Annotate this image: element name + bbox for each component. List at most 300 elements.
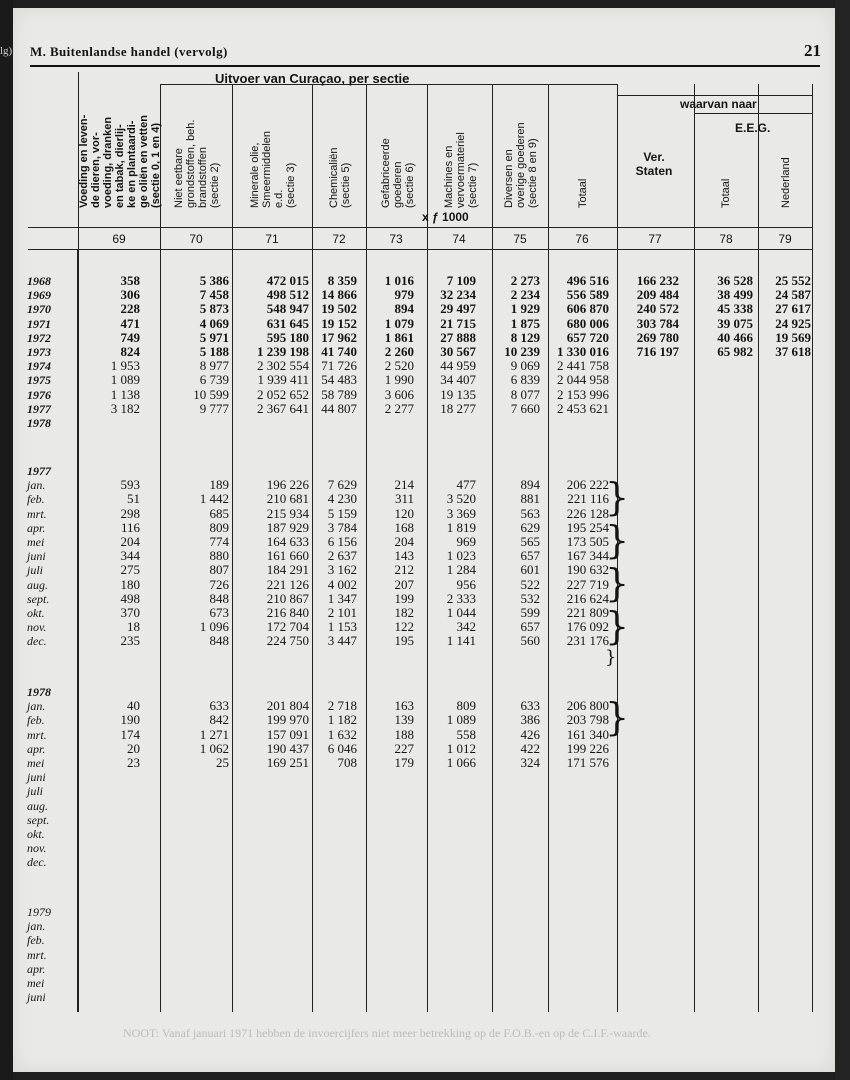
quarter-brace: } — [605, 695, 630, 739]
table-cell: 196 226 — [266, 477, 309, 493]
section-title: M. Buitenlandse handel (vervolg) — [30, 44, 228, 59]
column-number: 74 — [452, 232, 466, 246]
column-rule — [694, 84, 695, 1012]
table-cell: 5 159 — [327, 505, 357, 521]
table-cell: 2 718 — [327, 698, 357, 714]
table-cell: 1 062 — [199, 740, 229, 756]
column-header-5: Gefabriceerde goederen (sectie 6) — [379, 138, 416, 208]
table-cell: 143 — [394, 548, 414, 564]
table-cell: 472 015 — [266, 273, 309, 288]
table-cell: 1 271 — [199, 726, 229, 742]
table-cell: 184 291 — [266, 562, 309, 578]
table-cell: 1 012 — [446, 740, 476, 756]
column-header-9: Totaal — [720, 178, 732, 208]
table-cell: 1 066 — [446, 755, 476, 770]
table-cell: 240 572 — [636, 301, 679, 317]
table-cell: 657 — [520, 548, 540, 564]
table-cell: 565 — [520, 534, 540, 549]
row-label: 1971 — [27, 316, 51, 331]
table-cell: 21 715 — [440, 315, 476, 331]
table-cell: 894 — [520, 477, 540, 493]
table-cell: 221 116 — [567, 491, 609, 507]
quarter-brace: } — [605, 647, 617, 668]
table-cell: 9 777 — [199, 400, 229, 416]
quarter-brace: } — [605, 475, 630, 519]
table-cell: 40 — [127, 698, 140, 714]
table-cell: 9 069 — [510, 358, 540, 374]
table-cell: 195 — [394, 633, 414, 649]
table-cell: 36 528 — [717, 273, 753, 288]
quarter-brace: } — [605, 604, 630, 648]
row-label: jan. — [27, 699, 46, 714]
table-cell: 522 — [520, 576, 540, 592]
table-cell: 1 330 016 — [557, 344, 609, 359]
table-cell: 498 512 — [266, 287, 309, 303]
table-cell: 174 — [120, 726, 140, 742]
table-cell: 558 — [456, 726, 476, 742]
table-cell: 10 239 — [504, 344, 540, 359]
table-cell: 1 239 198 — [257, 344, 309, 359]
table-cell: 2 260 — [384, 344, 414, 359]
table-cell: 807 — [209, 562, 229, 578]
table-cell: 1 182 — [327, 712, 357, 728]
table-cell: 3 162 — [327, 562, 357, 578]
table-cell: 956 — [456, 576, 476, 592]
table-cell: 685 — [209, 505, 229, 521]
table-cell: 601 — [520, 562, 540, 578]
row-label: feb. — [27, 713, 45, 728]
table-cell: 224 750 — [266, 633, 309, 649]
row-label: 1978 — [27, 416, 51, 430]
column-number: 70 — [189, 232, 203, 246]
table-cell: 188 — [394, 726, 414, 742]
table-cell: 471 — [120, 315, 140, 331]
table-cell: 716 197 — [636, 344, 679, 359]
table-cell: 324 — [520, 755, 540, 770]
table-cell: 210 867 — [266, 590, 309, 606]
table-group-title: Uitvoer van Curaçao, per sectie — [215, 71, 410, 86]
row-label: sept. — [27, 591, 50, 606]
table-cell: 51 — [127, 491, 140, 507]
table-cell: 6 156 — [327, 534, 357, 549]
table-cell: 32 234 — [440, 287, 476, 303]
row-label: 1968 — [27, 274, 51, 288]
table-cell: 163 — [394, 698, 414, 714]
table-cell: 2 234 — [510, 287, 540, 303]
table-cell: 275 — [120, 562, 140, 578]
table-cell: 556 589 — [566, 287, 609, 303]
row-label: mei — [27, 756, 45, 770]
table-cell: 30 567 — [440, 344, 476, 359]
table-cell: 164 633 — [266, 534, 309, 549]
column-header-7: Diversen en overige goederen (sectie 8 en 9) — [503, 122, 539, 208]
table-cell: 532 — [520, 590, 540, 606]
column-number: 75 — [513, 232, 527, 246]
table-cell: 269 780 — [636, 329, 679, 345]
row-label: 1974 — [27, 359, 51, 374]
table-cell: 44 959 — [440, 358, 476, 374]
row-label: aug. — [27, 577, 48, 592]
table-cell: 38 499 — [717, 287, 753, 303]
table-cell: 894 — [394, 301, 414, 317]
row-label: mei — [27, 535, 45, 549]
table-cell: 228 — [120, 301, 140, 317]
table-cell: 1 023 — [446, 548, 476, 564]
table-cell: 190 437 — [266, 740, 309, 756]
column-header-2: Niet eetbare grondstoffen, beh. brandstoffen (sectie 2) — [173, 119, 221, 208]
column-number: 69 — [112, 232, 126, 246]
row-label: nov. — [27, 841, 47, 856]
footnote-bleedthrough: NOOT: Vanaf januari 1971 hebben de invoercijfers niet meer betrekking op de F.O.B.-en op de C.I.F.-waarde. — [123, 1026, 651, 1040]
table-cell: 172 704 — [266, 619, 309, 635]
table-cell: 2 520 — [384, 358, 414, 374]
column-header-1: Voeding en leven- de dieren, vor- voeding, dranken en tabak, dierlij- ke en plantaardi- ge oliën en vetten (sectie 0, 1 en 4) — [78, 114, 162, 208]
table-cell: 45 338 — [717, 301, 753, 317]
table-cell: 848 — [209, 590, 229, 606]
row-label: 1972 — [27, 330, 51, 345]
header-rule — [30, 65, 820, 67]
table-cell: 1 875 — [510, 315, 540, 331]
table-cell: 157 091 — [266, 726, 309, 742]
row-label: apr. — [27, 741, 46, 756]
table-cell: 29 497 — [440, 301, 476, 317]
table-cell: 2 101 — [327, 605, 357, 620]
table-cell: 1 096 — [199, 619, 229, 635]
column-header-6: Machines en vervoermateriel (sectie 7) — [442, 132, 479, 208]
table-cell: 182 — [394, 605, 414, 620]
row-label: mrt. — [27, 506, 47, 521]
table-cell: 5 386 — [199, 273, 229, 288]
table-cell: 161 340 — [566, 726, 609, 742]
row-label: feb. — [27, 492, 45, 507]
table-cell: 1 284 — [446, 562, 476, 578]
table-cell: 370 — [120, 605, 140, 620]
document-page — [13, 8, 835, 1072]
row-label: 1977 — [27, 464, 51, 478]
table-cell: 204 — [394, 534, 414, 549]
table-cell: 195 254 — [566, 519, 609, 535]
table-cell: 168 — [394, 519, 414, 535]
table-cell: 71 726 — [321, 358, 357, 374]
table-cell: 657 — [520, 619, 540, 635]
table-cell: 6 046 — [327, 740, 357, 756]
table-cell: 3 606 — [384, 386, 414, 402]
table-cell: 1 990 — [384, 372, 414, 388]
table-cell: 426 — [520, 726, 540, 742]
table-cell: 37 618 — [775, 344, 811, 359]
table-cell: 173 505 — [566, 534, 609, 549]
table-cell: 116 — [120, 519, 140, 535]
table-cell: 5 971 — [199, 329, 229, 345]
table-cell: 17 962 — [321, 329, 357, 345]
table-cell: 673 — [209, 605, 229, 620]
row-label: okt. — [27, 606, 45, 620]
table-cell: 2 052 652 — [257, 386, 309, 402]
table-cell: 809 — [456, 698, 476, 714]
table-cell: 235 — [120, 633, 140, 649]
table-cell: 969 — [456, 534, 476, 549]
table-cell: 212 — [394, 562, 414, 578]
table-cell: 1 079 — [384, 315, 414, 331]
table-cell: 25 552 — [775, 273, 811, 288]
table-cell: 227 719 — [566, 576, 609, 592]
row-label: dec. — [27, 634, 47, 649]
table-cell: 629 — [520, 519, 540, 535]
table-cell: 231 176 — [566, 633, 609, 649]
table-cell: 298 — [120, 505, 140, 521]
row-label: 1978 — [27, 685, 51, 699]
column-rule — [812, 84, 813, 1012]
row-label: juni — [27, 770, 46, 785]
table-cell: 842 — [209, 712, 229, 728]
waarvan-rule — [617, 95, 812, 96]
table-cell: 65 982 — [717, 344, 753, 359]
column-number: 71 — [265, 232, 279, 246]
table-cell: 1 861 — [384, 329, 414, 345]
table-cell: 24 925 — [775, 315, 811, 331]
row-label: jan. — [27, 919, 46, 934]
table-cell: 595 180 — [266, 329, 309, 345]
row-label: mrt. — [27, 727, 47, 742]
row-label: 1975 — [27, 373, 51, 388]
row-label: nov. — [27, 620, 47, 635]
table-cell: 8 077 — [510, 386, 540, 402]
table-cell: 1 442 — [199, 491, 229, 507]
table-cell: 176 092 — [566, 619, 609, 635]
column-header-4: Chemicaliën (sectie 5) — [328, 147, 352, 208]
table-cell: 216 624 — [566, 590, 609, 606]
row-label: okt. — [27, 827, 45, 841]
table-cell: 167 344 — [566, 548, 609, 564]
table-cell: 599 — [520, 605, 540, 620]
table-cell: 216 840 — [266, 605, 309, 620]
table-cell: 204 — [120, 534, 140, 549]
table-cell: 2 453 621 — [557, 400, 609, 416]
table-cell: 2 044 958 — [557, 372, 609, 388]
table-cell: 979 — [394, 287, 414, 303]
table-cell: 7 660 — [510, 400, 540, 416]
table-cell: 214 — [394, 477, 414, 493]
table-cell: 3 447 — [327, 633, 357, 649]
table-cell: 1 016 — [384, 273, 414, 288]
table-cell: 1 819 — [446, 519, 476, 535]
table-cell: 4 069 — [199, 315, 229, 331]
table-cell: 4 002 — [327, 576, 357, 592]
table-cell: 161 660 — [266, 548, 309, 564]
table-cell: 657 720 — [566, 329, 609, 345]
table-cell: 344 — [120, 548, 140, 564]
table-cell: 560 — [520, 633, 540, 649]
table-cell: 122 — [394, 619, 414, 635]
table-cell: 189 — [209, 477, 229, 493]
table-cell: 606 870 — [566, 301, 609, 317]
table-cell: 1 138 — [110, 386, 140, 402]
row-label: apr. — [27, 961, 46, 976]
column-header-8: Totaal — [577, 178, 589, 208]
table-cell: 206 800 — [566, 698, 609, 714]
table-cell: 881 — [520, 491, 540, 507]
table-cell: 496 516 — [566, 273, 609, 288]
table-cell: 3 369 — [446, 505, 476, 521]
table-cell: 41 740 — [321, 344, 357, 359]
table-cell: 139 — [394, 712, 414, 728]
table-cell: 27 617 — [775, 301, 811, 317]
table-cell: 210 681 — [266, 491, 309, 507]
column-number: 77 — [648, 232, 662, 246]
column-rule — [758, 84, 759, 1012]
row-label: feb. — [27, 933, 45, 948]
table-cell: 2 277 — [384, 400, 414, 416]
table-cell: 633 — [520, 698, 540, 714]
table-cell: 1 953 — [110, 358, 140, 374]
table-cell: 34 407 — [440, 372, 476, 388]
table-cell: 8 359 — [327, 273, 357, 288]
table-cell: 166 232 — [636, 273, 679, 288]
table-cell: 19 152 — [321, 315, 357, 331]
table-cell: 203 798 — [566, 712, 609, 728]
table-cell: 6 839 — [510, 372, 540, 388]
table-cell: 39 075 — [717, 315, 753, 331]
table-cell: 680 006 — [566, 315, 609, 331]
table-cell: 54 483 — [321, 372, 357, 388]
table-cell: 633 — [209, 698, 229, 714]
table-cell: 3 520 — [446, 491, 476, 507]
table-cell: 1 044 — [446, 605, 476, 620]
table-cell: 180 — [120, 576, 140, 592]
table-cell: 190 632 — [566, 562, 609, 578]
table-cell: 498 — [120, 590, 140, 606]
row-label: 1976 — [27, 387, 51, 402]
table-cell: 1 632 — [327, 726, 357, 742]
table-cell: 207 — [394, 576, 414, 592]
table-cell: 6 739 — [199, 372, 229, 388]
table-cell: 19 569 — [775, 329, 811, 345]
table-cell: 19 135 — [440, 386, 476, 402]
table-cell: 631 645 — [266, 315, 309, 331]
table-cell: 187 929 — [266, 519, 309, 535]
table-cell: 190 — [120, 712, 140, 728]
table-cell: 221 126 — [266, 576, 309, 592]
table-cell: 2 333 — [446, 590, 476, 606]
table-cell: 1 929 — [510, 301, 540, 317]
column-number: 79 — [778, 232, 792, 246]
table-cell: 7 629 — [327, 477, 357, 493]
row-label: sept. — [27, 812, 50, 827]
column-number: 72 — [332, 232, 346, 246]
table-cell: 19 502 — [321, 301, 357, 317]
table-cell: 1 141 — [446, 633, 476, 649]
table-cell: 2 637 — [327, 548, 357, 564]
column-number: 76 — [575, 232, 589, 246]
row-label: dec. — [27, 855, 47, 870]
table-cell: 306 — [120, 287, 140, 303]
table-cell: 18 — [127, 619, 140, 635]
eeg-header: E.E.G. — [735, 121, 771, 135]
row-label: aug. — [27, 798, 48, 813]
row-label: mrt. — [27, 947, 47, 962]
table-cell: 593 — [120, 477, 140, 493]
table-cell: 120 — [394, 505, 414, 521]
table-cell: 201 804 — [266, 698, 309, 714]
table-cell: 477 — [456, 477, 476, 493]
row-label: mei — [27, 976, 45, 990]
table-cell: 8 129 — [510, 329, 540, 345]
table-cell: 3 182 — [110, 400, 140, 416]
table-cell: 14 866 — [321, 287, 357, 303]
scan-border — [835, 0, 850, 1080]
table-cell: 25 — [216, 755, 229, 770]
column-number: 78 — [719, 232, 733, 246]
table-cell: 2 367 641 — [257, 400, 309, 416]
row-label: jan. — [27, 478, 46, 493]
table-cell: 358 — [120, 273, 140, 288]
table-cell: 199 970 — [266, 712, 309, 728]
table-cell: 209 484 — [636, 287, 679, 303]
row-label: juni — [27, 549, 46, 564]
table-cell: 40 466 — [717, 329, 753, 345]
table-cell: 2 273 — [510, 273, 540, 288]
table-cell: 1 089 — [110, 372, 140, 388]
unit-label: x ƒ 1000 — [422, 210, 469, 224]
row-label: juli — [27, 563, 44, 578]
table-cell: 23 — [127, 755, 140, 770]
table-cell: 726 — [209, 576, 229, 592]
table-cell: 1 089 — [446, 712, 476, 728]
column-number: 73 — [389, 232, 403, 246]
column-number-rule — [28, 249, 812, 250]
header-bottom-rule — [28, 227, 812, 228]
table-cell: 4 230 — [327, 491, 357, 507]
row-label: 1969 — [27, 288, 51, 303]
table-cell: 20 — [127, 740, 140, 756]
table-cell: 2 153 996 — [557, 386, 609, 402]
table-cell: 215 934 — [266, 505, 309, 521]
book-binding — [0, 0, 13, 1080]
row-label: 1973 — [27, 345, 51, 359]
table-cell: 24 587 — [775, 287, 811, 303]
table-cell: 880 — [209, 548, 229, 564]
table-cell: 171 576 — [566, 755, 609, 770]
table-cell: 848 — [209, 633, 229, 649]
row-label: juli — [27, 784, 44, 799]
column-header-10: Nederland — [780, 157, 792, 208]
table-cell: 7 458 — [199, 287, 229, 303]
row-label: 1970 — [27, 302, 51, 317]
table-cell: 221 809 — [566, 605, 609, 620]
table-cell: 226 128 — [566, 505, 609, 521]
table-cell: 563 — [520, 505, 540, 521]
table-cell: 179 — [394, 755, 414, 770]
table-cell: 342 — [456, 619, 476, 635]
row-label: 1979 — [27, 905, 51, 919]
table-cell: 303 784 — [636, 315, 679, 331]
table-cell: 206 222 — [566, 477, 609, 493]
table-cell: 749 — [120, 329, 140, 345]
waarvan-header: waarvan naar — [680, 97, 757, 111]
table-cell: 2 441 758 — [557, 358, 609, 374]
table-cell: 548 947 — [266, 301, 309, 317]
table-cell: 199 226 — [566, 740, 609, 756]
table-cell: 5 873 — [199, 301, 229, 317]
table-cell: 44 807 — [321, 400, 357, 416]
quarter-brace: } — [605, 561, 630, 605]
table-cell: 18 277 — [440, 400, 476, 416]
table-cell: 27 888 — [440, 329, 476, 345]
table-cell: 199 — [394, 590, 414, 606]
column-header-3: Minerale olie, Smeermiddelen e.d. (sectie 3) — [249, 130, 297, 208]
table-cell: 3 784 — [327, 519, 357, 535]
adjacent-page-edge-text: lg) — [0, 45, 13, 57]
